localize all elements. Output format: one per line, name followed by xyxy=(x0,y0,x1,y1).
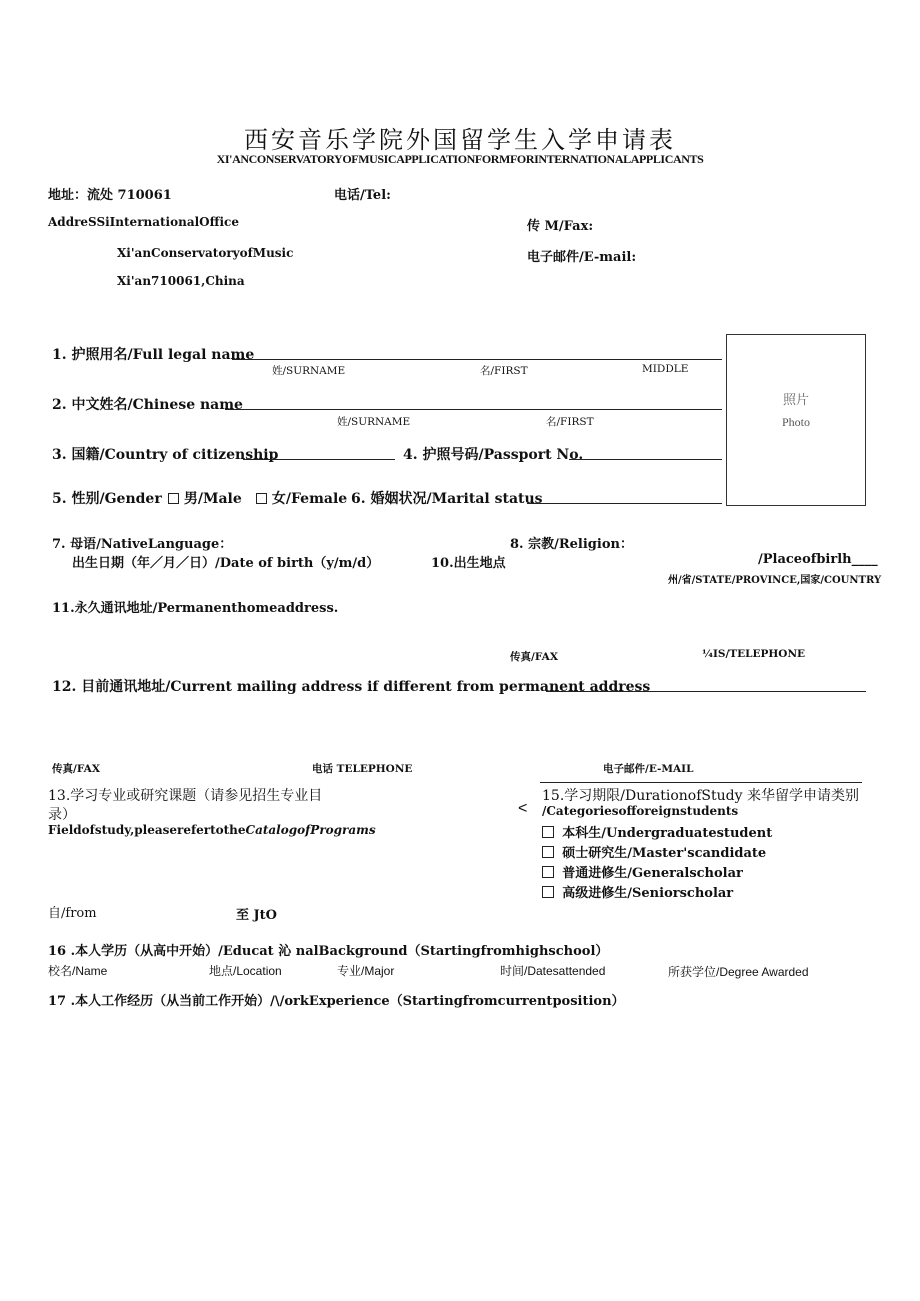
photo-label-en: Photo xyxy=(781,415,810,429)
gender-female-option[interactable] xyxy=(256,488,347,508)
religion-label: 8. 宗教/Religion： xyxy=(510,537,633,552)
address-cn: 地址：流处 710061 xyxy=(48,188,172,203)
masters-checkbox[interactable] xyxy=(542,846,554,858)
work-experience-label: 17 .本人工作经历（从当前工作开始）/\/orkExperience（Startingfromcurrentposition） xyxy=(48,994,625,1009)
category-option-general-scholar[interactable] xyxy=(542,862,743,881)
full-legal-name-surname-hint: 姓/SURNAME xyxy=(272,365,346,377)
masters-label: 硕士研究生/Master'scandidate xyxy=(562,846,767,861)
chinese-name-label: 2. 中文姓名/Chinese name xyxy=(52,397,243,413)
full-legal-name-middle-hint: MIDDLE xyxy=(642,363,689,375)
general-scholar-label: 普通进修生/Generalscholar xyxy=(562,866,743,881)
full-legal-name-field[interactable] xyxy=(232,359,722,360)
place-of-birth-field[interactable]: /Placeofbirlh____ xyxy=(758,552,878,567)
male-label: 男/Male xyxy=(183,491,242,507)
photo-box[interactable] xyxy=(726,334,866,506)
photo-label-cn: 照片 xyxy=(782,393,809,408)
permanent-fax-label: 传真/FAX xyxy=(510,651,558,663)
tel-label: 电话/Tel: xyxy=(334,188,391,203)
education-background-label: 16 .本人学历（从高中开始）/Educat 沁 nalBackground（Startingfromhighschool） xyxy=(48,944,609,959)
form-title-cn: 西安音乐学院外国留学生入学申请表 xyxy=(244,126,676,154)
passport-no-field[interactable] xyxy=(569,459,722,460)
senior-scholar-label: 高级进修生/Seniorscholar xyxy=(562,886,734,901)
category-option-masters[interactable] xyxy=(542,842,766,861)
citizenship-label: 3. 国籍/Country of citizenship xyxy=(52,447,279,463)
date-of-birth-label: 出生日期（年／月／日）/Date of birth（y/m/d） xyxy=(72,556,380,571)
current-email-label: 电子邮件/E-MAIL xyxy=(603,763,694,775)
gender-label: 5. 性别/Gender xyxy=(52,491,162,507)
education-col-location: 地点/Location xyxy=(209,964,282,978)
catalog-of-programs-text: CatalogofPrograms xyxy=(245,823,376,837)
bracket-mark: < xyxy=(518,800,528,817)
from-label: 自/from xyxy=(48,906,97,921)
current-address-field[interactable] xyxy=(546,691,866,692)
male-checkbox[interactable] xyxy=(168,493,179,504)
permanent-telephone-label: ¼IS/TELEPHONE xyxy=(702,648,806,660)
marital-status-field[interactable] xyxy=(527,503,722,504)
education-col-degree: 所获学位/Degree Awarded xyxy=(668,965,809,979)
undergraduate-label: 本科生/Undergraduatestudent xyxy=(562,826,773,841)
field-of-study-label-cont: 录） xyxy=(48,807,76,823)
marital-status-label: 6. 婚姻状况/Marital status xyxy=(351,491,543,507)
full-legal-name-first-hint: 名/FIRST xyxy=(480,365,528,377)
chinese-name-surname-hint: 姓/SURNAME xyxy=(337,416,411,428)
passport-no-label: 4. 护照号码/Passport No. xyxy=(403,447,584,463)
undergraduate-checkbox[interactable] xyxy=(542,826,554,838)
general-scholar-checkbox[interactable] xyxy=(542,866,554,878)
full-legal-name-label: 1. 护照用名/Full legal name xyxy=(52,347,255,363)
email-label: 电子邮件/E-mail: xyxy=(527,250,637,265)
address-en-line-2: Xi'anConservatoryofMusic xyxy=(117,246,294,260)
duration-category-label-en: /Categoriesofforeignstudents xyxy=(542,804,739,818)
field-of-study-label: 13.学习专业或研究课题（请参见招生专业目 xyxy=(48,788,323,804)
gender-male-option[interactable] xyxy=(168,488,242,508)
current-address-label: 12. 目前通讯地址/Current mailing address if different from permanent address xyxy=(52,679,651,695)
native-language-label: 7. 母语/NativeLanguage： xyxy=(52,537,233,552)
education-col-name: 校名/Name xyxy=(48,964,108,978)
chinese-name-field[interactable] xyxy=(225,409,722,410)
citizenship-field[interactable] xyxy=(243,459,395,460)
permanent-address-label: 11.永久通讯地址/Permanenthomeaddress. xyxy=(52,601,339,616)
duration-category-label: 15.学习期限/DurationofStudy 来华留学申请类别 xyxy=(542,788,859,804)
field-of-study-en-text: Fieldofstudy,pleaserefertothe xyxy=(48,823,246,837)
place-of-birth-label: 10.出生地点 xyxy=(431,556,506,571)
senior-scholar-checkbox[interactable] xyxy=(542,886,554,898)
form-title-en: XI'ANCONSERVATORYOFMUSICAPPLICATIONFORMFORINTERNATIONALAPPLICANTS xyxy=(216,152,704,166)
place-of-birth-hint: 州/省/STATE/PROVINCE,国家/COUNTRY xyxy=(668,575,882,586)
address-en-line-3: Xi'an710061,China xyxy=(117,274,245,288)
fax-label: 传 M/Fax: xyxy=(527,219,594,234)
category-option-undergraduate[interactable] xyxy=(542,822,772,841)
current-telephone-label: 电话 TELEPHONE xyxy=(312,763,413,775)
female-checkbox[interactable] xyxy=(256,493,267,504)
to-label: 至 JtO xyxy=(236,908,278,923)
education-col-dates: 时间/Datesattended xyxy=(500,964,606,978)
female-label: 女/Female xyxy=(271,491,348,507)
chinese-name-first-hint: 名/FIRST xyxy=(546,416,594,428)
section-divider xyxy=(540,782,862,783)
education-col-major: 专业/Major xyxy=(337,964,395,978)
field-of-study-label-en xyxy=(48,823,376,837)
current-fax-label: 传真/FAX xyxy=(52,763,100,775)
address-en-line-1: AddreSSiInternationalOffice xyxy=(48,215,239,229)
category-option-senior-scholar[interactable] xyxy=(542,882,733,901)
